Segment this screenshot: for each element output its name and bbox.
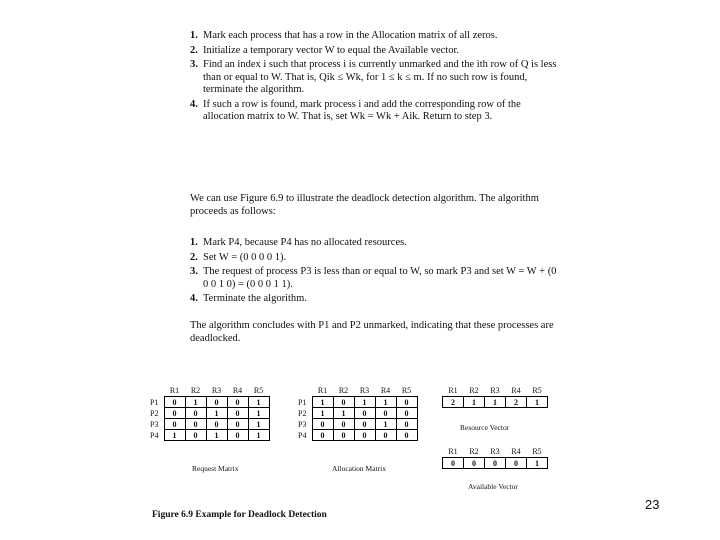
process-label: P2 <box>150 408 159 418</box>
corner <box>150 385 164 397</box>
process-label: P3 <box>298 419 307 429</box>
resource-label: R5 <box>253 386 264 395</box>
example-steps <box>190 237 562 308</box>
header-row <box>443 446 548 458</box>
header-row <box>150 385 269 397</box>
resource-vector-caption: Resource Vector <box>460 423 510 432</box>
step <box>190 99 562 124</box>
vector-cell: 2 <box>443 397 464 408</box>
matrix-cell: 0 <box>396 430 417 441</box>
request-matrix <box>150 385 270 441</box>
scanned-page <box>150 18 575 530</box>
matrix-cell: 0 <box>312 430 333 441</box>
intro-paragraph: We can use Figure 6.9 to illustrate the deadlock detection algorithm. The algorithm proceeds as follows: <box>190 193 539 217</box>
conclusion-paragraph: The algorithm concludes with P1 and P2 unmarked, indicating that these processes are deadlocked. <box>190 320 554 344</box>
matrix-cell: 1 <box>333 408 354 419</box>
request-matrix-caption: Request Matrix <box>192 464 239 473</box>
matrix-row <box>298 430 417 441</box>
step-text: Set W = (0 0 0 0 1). <box>203 251 287 263</box>
matrix-cell: 0 <box>164 408 185 419</box>
available-vector <box>442 446 548 469</box>
algorithm-steps <box>190 30 562 126</box>
resource-label: R2 <box>338 386 349 395</box>
matrix-cell: 0 <box>227 430 248 441</box>
matrix-cell: 1 <box>164 430 185 441</box>
step-number: 2. <box>190 44 198 56</box>
matrix-cell: 1 <box>354 397 375 408</box>
resource-label: R2 <box>190 386 201 395</box>
matrix-row <box>298 397 417 408</box>
vector-cell: 1 <box>527 458 548 469</box>
matrix-cell: 1 <box>248 430 269 441</box>
matrix-row <box>150 430 269 441</box>
page-number: 23 <box>645 497 660 512</box>
example-step <box>190 237 562 250</box>
matrix-row <box>298 419 417 430</box>
step-number: 3. <box>190 266 198 277</box>
matrix-cell: 0 <box>185 419 206 430</box>
step-text: Initialize a temporary vector W to equal the Available vector. <box>203 44 459 56</box>
matrix-cell: 0 <box>227 408 248 419</box>
matrix-cell: 0 <box>354 419 375 430</box>
matrix-cell: 0 <box>206 419 227 430</box>
resource-label: R1 <box>317 386 328 395</box>
figure-caption: Figure 6.9 Example for Deadlock Detection <box>152 510 327 520</box>
step <box>190 59 562 97</box>
example-step <box>190 252 562 265</box>
vector-cell: 0 <box>506 458 527 469</box>
step-text: The request of process P3 is less than or equal to W, so mark P3 and set W = W + (0 0 0 1 0) = (0 0 0 1 1). <box>203 266 557 290</box>
process-label: P2 <box>298 408 307 418</box>
matrix-cell: 0 <box>375 430 396 441</box>
resource-label: R2 <box>469 447 479 456</box>
step-number: 1. <box>190 30 198 41</box>
matrix-cell: 0 <box>185 408 206 419</box>
header-row <box>443 385 548 397</box>
available-vector-caption: Available Vector <box>468 482 518 491</box>
matrix-cell: 0 <box>396 419 417 430</box>
matrix-cell: 0 <box>354 408 375 419</box>
matrix-cell: 0 <box>164 419 185 430</box>
matrix-row <box>150 408 269 419</box>
resource-label: R3 <box>211 386 222 395</box>
vector-cell: 0 <box>464 458 485 469</box>
resource-label: R2 <box>469 386 479 395</box>
corner <box>298 385 312 397</box>
vector-cell: 1 <box>485 397 506 408</box>
matrix-cell: 1 <box>312 397 333 408</box>
vector-cell: 0 <box>443 458 464 469</box>
vector-cell: 0 <box>485 458 506 469</box>
step <box>190 45 562 58</box>
matrix-cell: 0 <box>185 430 206 441</box>
step-number: 4. <box>190 98 198 110</box>
resource-label: R4 <box>380 386 391 395</box>
matrix-cell: 0 <box>333 397 354 408</box>
vector-row <box>443 397 548 408</box>
step-text: Mark each process that has a row in the Allocation matrix of all zeros. <box>203 30 498 41</box>
matrix-row <box>150 397 269 408</box>
header-row <box>298 385 417 397</box>
matrix-cell: 0 <box>227 397 248 408</box>
vector-cell: 1 <box>464 397 485 408</box>
vector-cell: 1 <box>527 397 548 408</box>
resource-label: R1 <box>169 386 180 395</box>
process-label: P4 <box>150 430 159 440</box>
matrix-cell: 1 <box>312 408 333 419</box>
resource-label: R5 <box>532 447 542 456</box>
step-number: 4. <box>190 293 198 304</box>
matrix-cell: 0 <box>164 397 185 408</box>
allocation-matrix <box>298 385 418 441</box>
matrix-cell: 0 <box>375 408 396 419</box>
matrix-cell: 1 <box>248 419 269 430</box>
resource-label: R4 <box>232 386 243 395</box>
matrix-cell: 1 <box>248 408 269 419</box>
matrix-cell: 1 <box>185 397 206 408</box>
step-text: Terminate the algorithm. <box>203 293 307 304</box>
matrix-cell: 0 <box>333 419 354 430</box>
matrix-cell: 1 <box>375 419 396 430</box>
process-label: P3 <box>150 419 159 429</box>
step-text: Find an index i such that process i is currently unmarked and the ith row of Q is less than or equal to W. That is, Qik ≤ Wk, for 1 ≤ k ≤ m. If no such row is found, terminate the algorithm. <box>203 59 557 95</box>
step-text: Mark P4, because P4 has no allocated resources. <box>203 237 407 248</box>
step <box>190 30 562 43</box>
matrix-cell: 1 <box>375 397 396 408</box>
matrix-cell: 0 <box>206 397 227 408</box>
vector-cell: 2 <box>506 397 527 408</box>
matrix-row <box>298 408 417 419</box>
matrix-cell: 0 <box>227 419 248 430</box>
process-label: P1 <box>150 397 159 407</box>
matrix-row <box>150 419 269 430</box>
matrix-cell: 1 <box>206 408 227 419</box>
process-label: P4 <box>298 430 307 440</box>
allocation-matrix-caption: Allocation Matrix <box>332 464 386 473</box>
matrix-cell: 0 <box>312 419 333 430</box>
matrix-cell: 0 <box>396 397 417 408</box>
step-number: 3. <box>190 59 198 70</box>
process-label: P1 <box>298 397 307 407</box>
matrix-cell: 1 <box>206 430 227 441</box>
resource-label: R5 <box>401 386 412 395</box>
resource-label: R1 <box>448 447 458 456</box>
resource-vector <box>442 385 548 408</box>
matrix-cell: 0 <box>333 430 354 441</box>
example-step <box>190 266 562 291</box>
step-text: If such a row is found, mark process i and add the corresponding row of the allocation matrix to W. That is, set Wk = Wk + Aik. Return to step 3. <box>203 98 521 122</box>
step-number: 2. <box>190 251 198 263</box>
resource-label: R3 <box>490 386 500 395</box>
resource-label: R5 <box>532 386 542 395</box>
resource-label: R4 <box>511 447 521 456</box>
example-step <box>190 293 562 306</box>
resource-label: R3 <box>359 386 370 395</box>
matrix-cell: 1 <box>248 397 269 408</box>
matrix-cell: 0 <box>396 408 417 419</box>
resource-label: R4 <box>511 386 521 395</box>
step-number: 1. <box>190 237 198 248</box>
vector-row <box>443 458 548 469</box>
resource-label: R1 <box>448 386 458 395</box>
matrix-cell: 0 <box>354 430 375 441</box>
resource-label: R3 <box>490 447 500 456</box>
